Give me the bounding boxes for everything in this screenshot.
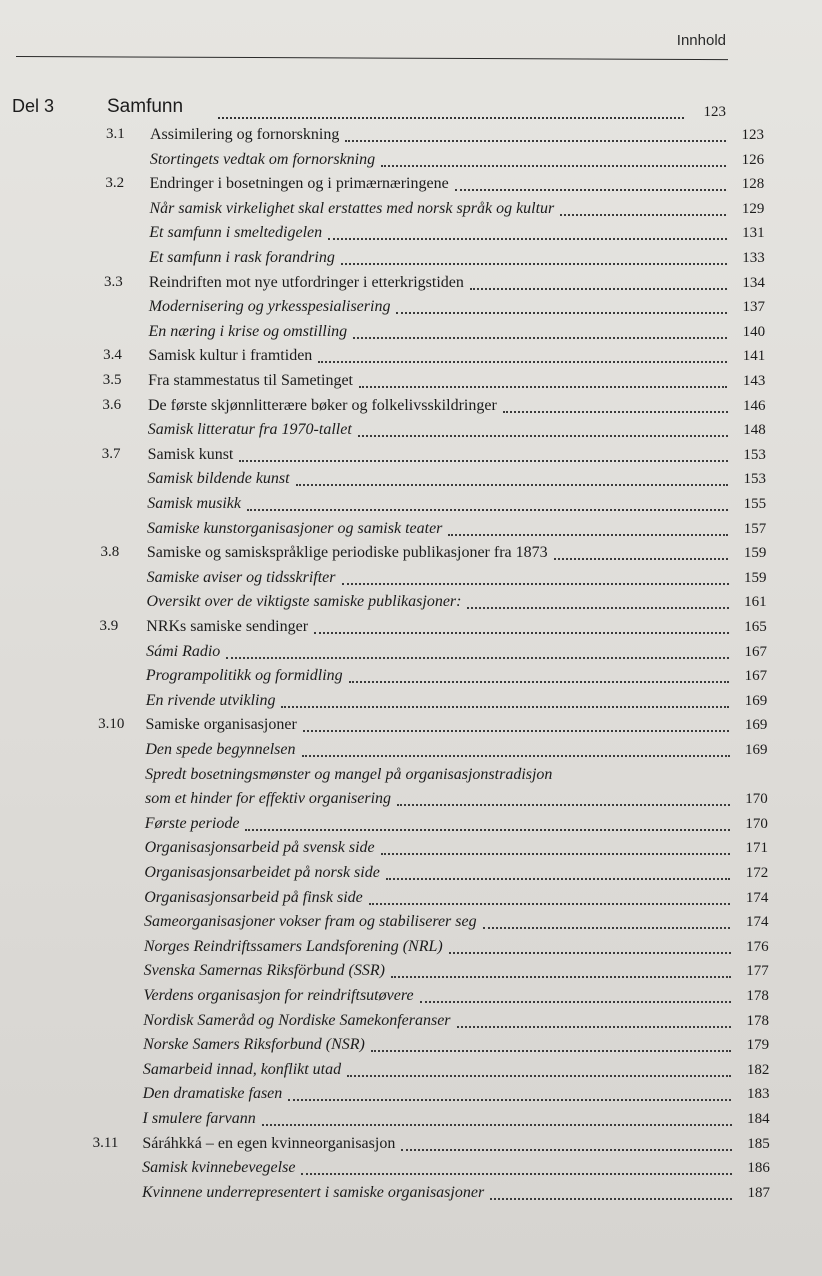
toc-entry <box>0 835 822 859</box>
toc-entry <box>0 1008 822 1032</box>
toc-entry <box>0 737 822 761</box>
page-number: 137 <box>742 299 765 316</box>
subsection-title: Samiske aviser og tidsskrifter <box>146 568 336 586</box>
toc-entry <box>0 983 822 1007</box>
page-number: 143 <box>742 373 766 389</box>
subsection-title: som et hinder for effektiv organisering <box>144 790 392 808</box>
page-number: 155 <box>743 496 767 512</box>
toc-entry <box>0 466 822 490</box>
toc-entry <box>0 1131 822 1155</box>
toc-entry <box>0 663 822 687</box>
page-number: 134 <box>742 274 765 291</box>
section-number: 3.4 <box>103 347 122 364</box>
toc-entry <box>0 171 822 195</box>
dot-leader <box>302 755 730 757</box>
page-number: 169 <box>744 692 768 709</box>
page-number: 176 <box>746 938 769 955</box>
dot-leader <box>288 1099 731 1101</box>
dot-leader <box>503 411 728 413</box>
section-title: Samiske og samiskspråklige periodiske publikasjoner fra 1873 <box>146 544 548 562</box>
toc-entry <box>0 516 822 540</box>
page-number: 123 <box>741 127 764 143</box>
page-number: 178 <box>746 1012 770 1029</box>
page-number: 141 <box>742 348 766 365</box>
subsection-title: Stortingets vedtak om fornorskning <box>149 150 376 168</box>
subsection-title: Sámi Radio <box>146 642 221 660</box>
page-number: 165 <box>744 619 767 635</box>
toc-entry <box>0 393 822 417</box>
part-title: Samfunn <box>107 96 184 117</box>
section-title: Samisk kunst <box>147 445 234 463</box>
toc-entry <box>0 368 822 392</box>
dot-leader <box>369 903 731 905</box>
section-title: Samiske organisasjoner <box>145 716 297 734</box>
dot-leader <box>457 1026 732 1028</box>
dot-leader <box>226 657 729 659</box>
toc-entry <box>0 491 822 515</box>
section-title: Sáráhkká – en egen kvinneorganisasjon <box>142 1134 396 1152</box>
section-number: 3.5 <box>102 372 122 388</box>
dot-leader <box>245 829 729 831</box>
toc-entry <box>0 885 822 909</box>
subsection-title: Organisasjonsarbeid på svensk side <box>144 839 375 857</box>
subsection-title: Svenska Samernas Riksförbund (SSR) <box>143 962 385 980</box>
dot-leader <box>401 1149 731 1151</box>
page-number: 186 <box>747 1160 770 1177</box>
toc-entry <box>0 934 822 958</box>
subsection-title: En rivende utvikling <box>145 691 276 709</box>
section-title: Assimilering og fornorskning <box>150 126 340 143</box>
toc-entry <box>0 1081 822 1105</box>
dot-leader <box>345 140 726 142</box>
page-number: 126 <box>741 151 765 168</box>
dot-leader <box>296 484 728 486</box>
dot-leader <box>470 288 727 290</box>
toc-entry <box>0 1155 822 1179</box>
section-number: 3.7 <box>101 445 121 462</box>
toc-entry <box>0 417 822 441</box>
dot-leader <box>239 460 727 462</box>
subsection-title: Norske Samers Riksforbund (NSR) <box>143 1036 365 1054</box>
section-title: NRKs samiske sendinger <box>146 618 309 635</box>
toc-entry <box>0 786 822 810</box>
toc-entry <box>0 688 822 712</box>
section-number: 3.3 <box>104 273 123 290</box>
dot-leader <box>455 189 727 191</box>
toc-entry <box>0 565 822 589</box>
toc-entry <box>0 589 822 613</box>
subsection-title: Et samfunn i rask forandring <box>149 249 335 266</box>
subsection-title: Verdens organisasjon for reindriftsutøvere <box>143 987 414 1004</box>
toc-entry <box>0 1180 822 1204</box>
toc-entry <box>0 614 822 638</box>
dot-leader <box>247 509 728 511</box>
subsection-title: Samisk litteratur fra 1970-tallet <box>147 421 352 439</box>
page-number: 179 <box>746 1037 770 1054</box>
toc-entry <box>0 270 822 294</box>
subsection-title: Oversikt over de viktigste samiske publikasjoner: <box>146 593 462 611</box>
page-number: 174 <box>745 889 769 906</box>
section-title: Endringer i bosetningen og i primærnæringene <box>149 175 449 193</box>
subsection-title: Organisasjonsarbeidet på norsk side <box>144 864 380 881</box>
page-number: 133 <box>742 250 765 266</box>
section-number: 3.1 <box>106 126 125 142</box>
dot-leader <box>448 534 728 536</box>
subsection-title: Samisk bildende kunst <box>147 470 290 488</box>
page-number: 159 <box>743 545 767 562</box>
page-number: 148 <box>743 422 766 439</box>
dot-leader <box>381 853 730 855</box>
part-heading <box>12 96 726 122</box>
toc-entry <box>0 1032 822 1056</box>
subsection-title: Når samisk virkelighet skal erstattes med norsk språk og kultur <box>149 199 555 217</box>
page-number: 177 <box>746 963 769 980</box>
section-number: 3.6 <box>102 396 122 413</box>
dot-leader <box>318 361 727 363</box>
dot-leader <box>314 632 729 634</box>
toc-entry <box>0 1106 822 1130</box>
subsection-title: Modernisering og yrkesspesialisering <box>148 298 391 316</box>
subsection-title: I smulere farvann <box>142 1110 256 1127</box>
subsection-title: Samiske kunstorganisasjoner og samisk teater <box>147 519 443 537</box>
page-number: 146 <box>743 397 766 414</box>
section-number: 3.11 <box>92 1134 119 1151</box>
toc-entry <box>0 245 822 269</box>
page-number: 153 <box>743 446 766 463</box>
dot-leader <box>358 435 728 437</box>
page-number: 129 <box>741 200 765 217</box>
dot-leader <box>483 927 731 929</box>
dot-leader <box>554 558 729 560</box>
section-number: 3.8 <box>100 544 120 561</box>
section-number: 3.9 <box>99 618 119 634</box>
page-number: 178 <box>746 988 769 1004</box>
toc-entry <box>0 712 822 736</box>
dot-leader <box>301 1173 731 1175</box>
page-number: 184 <box>747 1111 770 1127</box>
dot-leader <box>391 976 731 978</box>
subsection-title: Norges Reindriftssamers Landsforening (NRL) <box>143 937 443 955</box>
page-number: 171 <box>745 840 769 857</box>
toc-entry <box>0 220 822 244</box>
page-number: 170 <box>745 791 768 808</box>
toc-entry <box>0 639 822 663</box>
subsection-title: Samisk musikk <box>147 495 241 512</box>
page-number: 174 <box>745 914 769 931</box>
toc-entry <box>0 540 822 564</box>
subsection-title: Kvinnene underrepresentert i samiske organisasjoner <box>142 1183 485 1201</box>
dot-leader <box>467 607 728 609</box>
dot-leader <box>341 263 727 265</box>
page-number: 157 <box>743 520 767 537</box>
page-number: 140 <box>742 323 766 340</box>
section-title: Reindriften mot nye utfordringer i etterkrigstiden <box>148 273 464 291</box>
dot-leader <box>449 952 731 954</box>
page-number: 169 <box>745 742 768 758</box>
page-number: 128 <box>741 176 765 193</box>
subsection-title: Den dramatiske fasen <box>142 1085 283 1103</box>
subsection-title: En næring i krise og omstilling <box>148 322 348 340</box>
dot-leader <box>218 117 684 119</box>
dot-leader <box>353 337 727 339</box>
toc-entry <box>0 909 822 933</box>
page-number: 185 <box>747 1135 770 1152</box>
page-number: 172 <box>745 865 769 881</box>
dot-leader <box>262 1124 732 1126</box>
dot-leader <box>397 804 730 806</box>
subsection-title: Nordisk Sameråd og Nordiske Samekonferanser <box>143 1011 451 1029</box>
page-number: 167 <box>744 668 768 685</box>
toc-entry <box>0 147 822 171</box>
dot-leader <box>490 1198 732 1200</box>
toc-entry <box>0 343 822 367</box>
toc-entry <box>0 122 822 146</box>
header-rule <box>16 56 728 60</box>
page-number: 161 <box>744 594 767 611</box>
toc-entry <box>0 860 822 884</box>
subsection-title: Et samfunn i smeltedigelen <box>149 224 323 242</box>
dot-leader <box>371 1050 731 1052</box>
dot-leader <box>359 386 727 388</box>
subsection-title: Den spede begynnelsen <box>145 741 296 758</box>
page-number: 153 <box>743 471 766 488</box>
section-number: 3.10 <box>98 716 125 733</box>
subsection-title: Samisk kvinnebevegelse <box>142 1159 296 1177</box>
dot-leader <box>303 730 730 732</box>
page-number: 170 <box>745 815 768 832</box>
dot-leader <box>281 706 729 708</box>
toc-entry <box>0 762 822 786</box>
section-number: 3.2 <box>105 175 125 192</box>
dot-leader <box>396 312 727 314</box>
toc-entry <box>0 958 822 982</box>
page-number: 169 <box>744 717 768 734</box>
dot-leader <box>386 878 730 880</box>
section-title: Samisk kultur i framtiden <box>148 347 313 365</box>
subsection-title: Organisasjonsarbeid på finsk side <box>144 888 363 906</box>
subsection-title: Første periode <box>144 814 240 832</box>
dot-leader <box>328 238 726 240</box>
page-number: 183 <box>746 1086 770 1103</box>
part-page: 123 <box>703 104 726 120</box>
running-head: Innhold <box>676 32 726 49</box>
toc-entry <box>0 196 822 220</box>
dot-leader <box>381 165 726 167</box>
page-number: 187 <box>747 1184 770 1201</box>
dot-leader <box>420 1001 731 1003</box>
dot-leader <box>560 214 726 216</box>
toc-entry <box>0 1057 822 1081</box>
toc-entry <box>0 294 822 318</box>
page-number: 131 <box>742 225 765 242</box>
page-number: 159 <box>744 569 767 586</box>
subsection-title: Samarbeid innad, konflikt utad <box>142 1060 342 1078</box>
subsection-title: Programpolitikk og formidling <box>145 667 343 685</box>
part-number: Del 3 <box>12 96 55 116</box>
page-number: 182 <box>746 1061 770 1078</box>
section-title: Fra stammestatus til Sametinget <box>148 372 353 389</box>
dot-leader <box>342 583 729 585</box>
dot-leader <box>347 1075 731 1077</box>
toc-entry <box>0 319 822 343</box>
page-number: 167 <box>744 643 767 660</box>
section-title: De første skjønnlitterære bøker og folkelivsskildringer <box>147 396 497 414</box>
subsection-title: Sameorganisasjoner vokser fram og stabiliserer seg <box>144 913 477 931</box>
toc-entry <box>0 442 822 466</box>
subsection-title: Spredt bosetningsmønster og mangel på organisasjonstradisjon <box>145 765 553 783</box>
toc-entry <box>0 811 822 835</box>
dot-leader <box>349 681 729 683</box>
